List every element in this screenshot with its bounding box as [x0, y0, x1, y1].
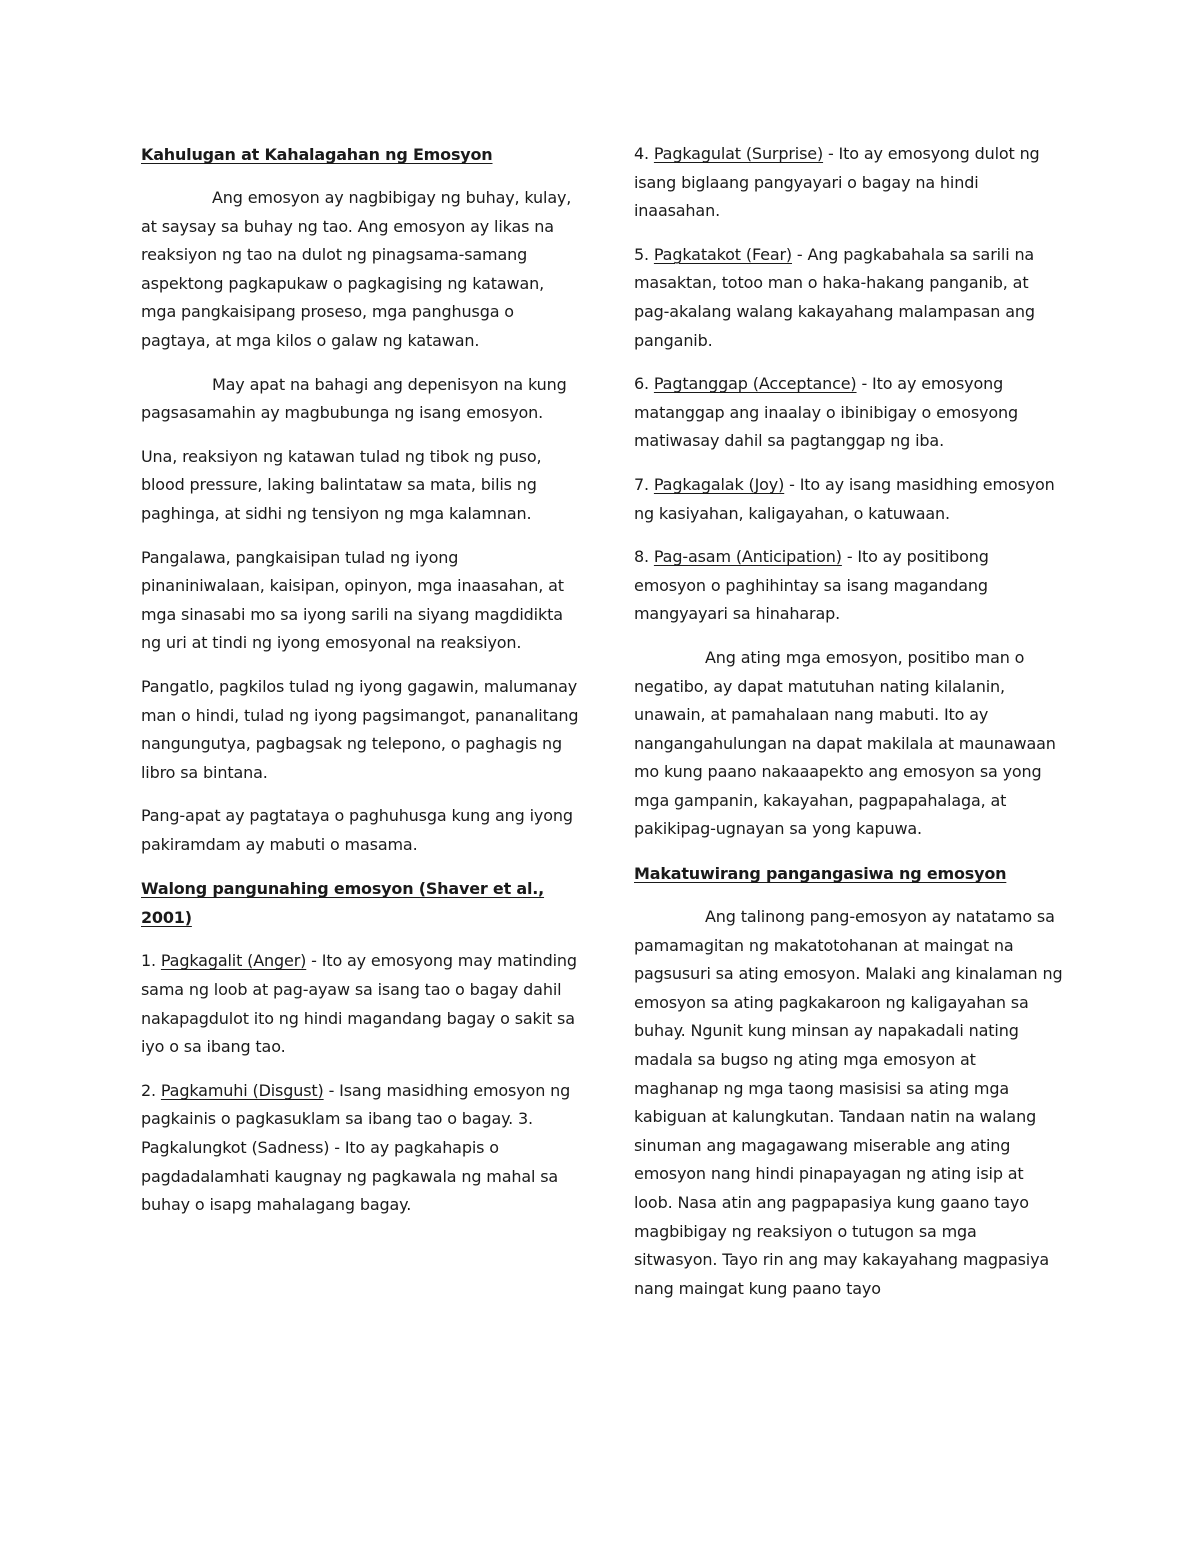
- paragraph-apat-na-bahagi: May apat na bahagi ang depenisyon na kung pagsasamahin ay magbubunga ng isang emosyon.: [141, 374, 567, 423]
- emotion-number: 7.: [634, 474, 654, 494]
- section-heading-kahulugan: Kahulugan at Kahalagahan ng Emosyon: [141, 145, 493, 164]
- section-heading-makatuwirang-pangangasiwa: Makatuwirang pangangasiwa ng emosyon: [634, 864, 1007, 884]
- emotion-item-anger: [141, 947, 581, 1061]
- emotion-number: 2.: [141, 1080, 161, 1100]
- section-heading-walong-emosyon: Walong pangunahing emosyon (Shaver et al., 2001): [141, 879, 545, 928]
- emotion-description: - Ito ay positibong emosyon o paghihintay sa isang magandang mangyayari sa hinaharap.: [634, 547, 989, 624]
- left-column: [141, 140, 581, 1235]
- emotion-term: Pagkagalak (Joy): [653, 474, 785, 494]
- emotion-description: - Ito ay emosyong dulot ng isang biglaang pangyayari o bagay na hindi inaasahan.: [634, 144, 1040, 221]
- emotion-number: 5.: [634, 244, 654, 264]
- emotion-number: 6.: [634, 374, 654, 394]
- emotion-item-surprise: [634, 140, 1064, 226]
- emotion-description: - Ito ay isang masidhing emosyon ng kasiyahan, kaligayahan, o katuwaan.: [634, 474, 1055, 523]
- emotion-item-joy: [634, 471, 1064, 528]
- emotion-term: Pagkagalit (Anger): [160, 951, 307, 971]
- emotion-item-fear: [634, 241, 1064, 355]
- paragraph-ating-emosyon: Ang ating mga emosyon, positibo man o negatibo, ay dapat matutuhan nating kilalanin, unawain, at pamahalaan nang mabuti. Ito ay nangangahulungan na dapat makilala at maunawaan mo kung paano nakaaapekto ang emosyon sa yong mga gampanin, kakayahan, pagpapahalaga, at pakikipag-ugnayan sa yong kapuwa.: [634, 647, 1056, 839]
- paragraph-pang-apat: Pang-apat ay pagtataya o paghuhusga kung ang iyong pakiramdam ay mabuti o masama.: [141, 806, 573, 854]
- emotion-term: Pagkagulat (Surprise): [653, 144, 824, 163]
- right-column: [634, 140, 1064, 1318]
- emotion-number: 4.: [634, 144, 654, 163]
- emotion-term: Pagkamuhi (Disgust): [160, 1080, 324, 1100]
- emotion-item-anticipation: [634, 543, 1064, 629]
- emotion-term: Pagkatakot (Fear): [653, 244, 792, 264]
- emotion-item-disgust: [141, 1077, 581, 1220]
- emotion-description: - Ito ay emosyong matanggap ang inaalay o ibinibigay o emosyong matiwasay dahil sa pagtanggap ng iba.: [634, 374, 1019, 451]
- paragraph-pangalawa: Pangalawa, pangkaisipan tulad ng iyong pinaniniwalaan, kaisipan, opinyon, mga inaasahan, at mga sinasabi mo sa iyong sarili na siyang magdidikta ng uri at tindi ng iyong emosyonal na reaksiyon.: [141, 547, 564, 653]
- paragraph-una: Una, reaksiyon ng katawan tulad ng tibok ng puso, blood pressure, laking balintataw sa mata, bilis ng paghinga, at sidhi ng tensiyon ng mga kalamnan.: [141, 446, 542, 523]
- emotion-description: - Ang pagkabahala sa sarili na masaktan, totoo man o haka-hakang panganib, at pag-akalang walang kakayahang malampasan ang panganib.: [634, 244, 1035, 350]
- emotion-number: 8.: [634, 547, 654, 567]
- emotion-term: Pagtanggap (Acceptance): [653, 374, 857, 394]
- emotion-number: 1.: [141, 951, 161, 971]
- paragraph-talinong-pang-emosyon: Ang talinong pang-emosyon ay natatamo sa pamamagitan ng makatotohanan at maingat na pagsusuri sa ating emosyon. Malaki ang kinalaman ng emosyon sa ating pagkakaroon ng kaligayahan sa buhay. Ngunit kung minsan ay napakadali nating madala sa bugso ng ating mga emosyon at maghanap ng mga taong masisisi sa ating mga kabiguan at kalungkutan. Tandaan natin na walang sinuman ang magagawang miserable ang ating emosyon nang hindi pinapayagan ng ating isip at loob. Nasa atin ang pagpapasiya kung gaano tayo magbibigay ng reaksiyon o tutugon sa mga sitwasyon. Tayo rin ang may kakayahang magpasiya nang maingat kung paano tayo: [634, 907, 1063, 1298]
- emotion-description: - Isang masidhing emosyon ng pagkainis o pagkasuklam sa ibang tao o bagay. 3. Pagkalungkot (Sadness) - Ito ay pagkahapis o pagdadalamhati kaugnay ng pagkawala ng mahal sa buhay o isapg mahalagang bagay.: [141, 1080, 571, 1215]
- emotion-item-acceptance: [634, 370, 1064, 456]
- emotion-term: Pag-asam (Anticipation): [653, 547, 842, 567]
- paragraph-intro: Ang emosyon ay nagbibigay ng buhay, kulay, at saysay sa buhay ng tao. Ang emosyon ay likas na reaksiyon ng tao na dulot ng pinagsama-samang aspektong pagkapukaw o pagkagising ng katawan, mga pangkaisipang proseso, mga panghusga o pagtaya, at mga kilos o galaw ng katawan.: [141, 188, 572, 350]
- emotion-description: - Ito ay emosyong may matinding sama ng loob at pag-ayaw sa isang tao o bagay dahil nakapagdulot ito ng hindi magandang bagay o sakit sa iyo o sa ibang tao.: [141, 951, 577, 1057]
- paragraph-pangatlo: Pangatlo, pagkilos tulad ng iyong gagawin, malumanay man o hindi, tulad ng iyong pagsimangot, pananalitang nangungutya, pagbagsak ng telepono, o paghagis ng libro sa bintana.: [141, 676, 579, 782]
